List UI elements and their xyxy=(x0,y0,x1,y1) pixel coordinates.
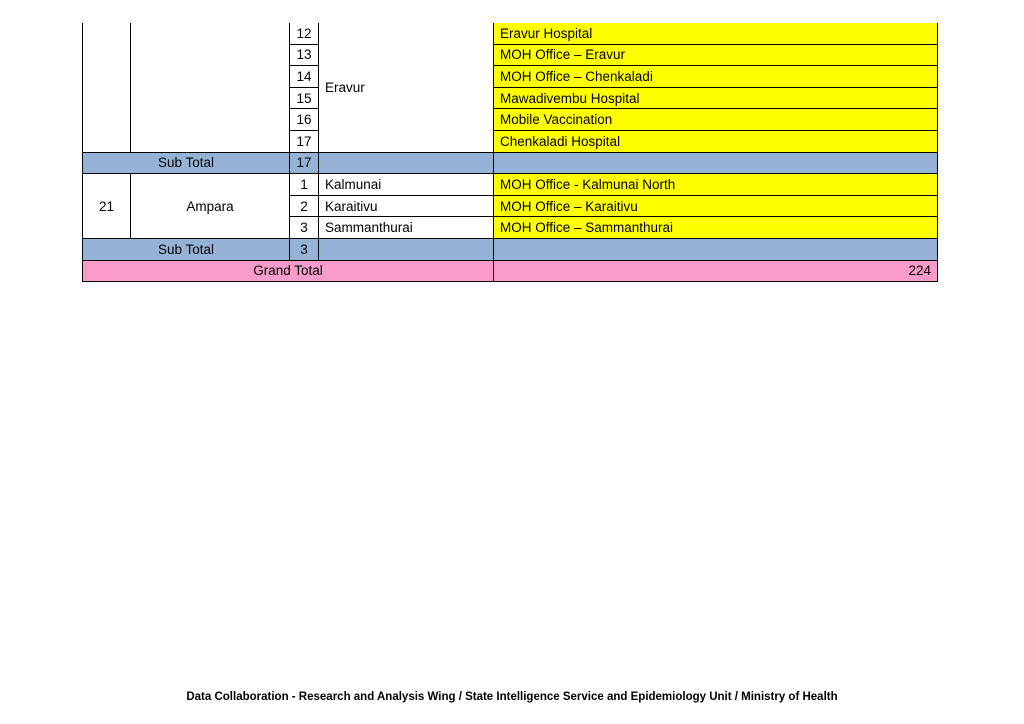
moh-division: Kalmunai xyxy=(319,174,494,196)
subtotal-blank xyxy=(494,152,938,174)
subtotal-value: 3 xyxy=(290,238,319,260)
row-number: 13 xyxy=(290,44,319,66)
vaccination-centre: MOH Office – Sammanthurai xyxy=(494,217,938,239)
row-number: 3 xyxy=(290,217,319,239)
table-row xyxy=(83,174,938,196)
subtotal-label: Sub Total xyxy=(83,238,290,260)
grand-total-row xyxy=(83,260,938,282)
vaccination-centre: MOH Office - Kalmunai North xyxy=(494,174,938,196)
vaccination-centre: MOH Office – Karaitivu xyxy=(494,195,938,217)
vaccination-centre: Mawadivembu Hospital xyxy=(494,87,938,109)
moh-division: Sammanthurai xyxy=(319,217,494,239)
vaccination-centre: Chenkaladi Hospital xyxy=(494,130,938,152)
vaccination-centres-table xyxy=(82,23,938,282)
grand-total-label: Grand Total xyxy=(83,260,494,282)
subtotal-row xyxy=(83,152,938,174)
row-number: 14 xyxy=(290,66,319,88)
district-index-cell xyxy=(83,23,131,152)
row-number: 15 xyxy=(290,87,319,109)
district-index: 21 xyxy=(83,174,131,239)
moh-division: Karaitivu xyxy=(319,195,494,217)
vaccination-centre: Eravur Hospital xyxy=(494,23,938,44)
page-footer: Data Collaboration - Research and Analysis Wing / State Intelligence Service and Epidemiology Unit / Ministry of Health xyxy=(186,691,838,703)
subtotal-blank xyxy=(494,238,938,260)
table-row xyxy=(83,23,938,44)
row-number: 1 xyxy=(290,174,319,196)
row-number: 2 xyxy=(290,195,319,217)
district-name-cell xyxy=(131,23,290,152)
subtotal-value: 17 xyxy=(290,152,319,174)
row-number: 12 xyxy=(290,23,319,44)
subtotal-blank xyxy=(319,152,494,174)
district-name: Ampara xyxy=(131,174,290,239)
grand-total-value: 224 xyxy=(494,260,938,282)
row-number: 17 xyxy=(290,130,319,152)
vaccination-centre: MOH Office – Eravur xyxy=(494,44,938,66)
vaccination-centre: Mobile Vaccination xyxy=(494,109,938,131)
moh-division-cell: Eravur xyxy=(319,23,494,152)
row-number: 16 xyxy=(290,109,319,131)
subtotal-row xyxy=(83,238,938,260)
vaccination-centre: MOH Office – Chenkaladi xyxy=(494,66,938,88)
subtotal-blank xyxy=(319,238,494,260)
subtotal-label: Sub Total xyxy=(83,152,290,174)
